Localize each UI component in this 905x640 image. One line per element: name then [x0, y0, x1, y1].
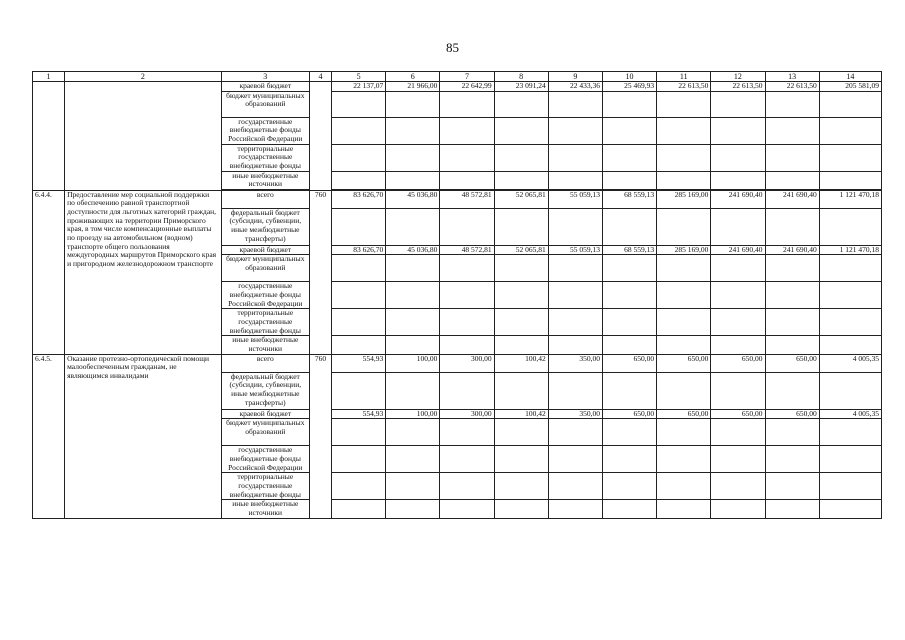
page-number: 85 — [446, 40, 459, 55]
source-label-mun: бюджет муниципальных образований — [221, 255, 309, 282]
empty-code-cell — [33, 82, 65, 191]
column-header: 14 — [819, 72, 881, 82]
value-cell: 650,00 — [657, 354, 711, 372]
value-cell: 4 005,35 — [819, 409, 881, 419]
value-cell: 52 065,81 — [494, 245, 548, 255]
section-code: 6.4.4. — [33, 190, 65, 354]
value-cell: 52 065,81 — [494, 190, 548, 208]
table-row-total-645 — [33, 354, 882, 372]
value-cell: 241 690,40 — [765, 245, 819, 255]
source-label-terr: территориальные государственные внебюджетные фонды — [221, 309, 309, 336]
value-cell: 55 059,13 — [548, 245, 602, 255]
value-cell: 241 690,40 — [711, 245, 765, 255]
column-number-header-row — [33, 72, 882, 82]
section-name: Предоставление мер социальной поддержки по обеспечению равной транспортной доступности для льготных категорий граждан, проживающих на территории Приморского края, в том числе компенсационные выплаты по проезду на автомобильном (водном) транспорте общего пользования междугородных маршрутов Приморского края и пригородном железнодорожном транспорте — [65, 190, 222, 354]
column-header: 8 — [494, 72, 548, 82]
value-cell: 48 572,81 — [440, 190, 494, 208]
value-cell: 350,00 — [548, 409, 602, 419]
value-cell: 22 613,50 — [765, 82, 819, 92]
source-label-inye: иные внебюджетные источники — [221, 336, 309, 354]
source-label-vsego: всего — [221, 190, 309, 208]
source-label-mun: бюджет муниципальных образований — [221, 91, 309, 117]
value-cell: 100,42 — [494, 354, 548, 372]
value-cell: 68 559,13 — [602, 190, 656, 208]
value-cell: 350,00 — [548, 354, 602, 372]
source-label-mun: бюджет муниципальных образований — [221, 419, 309, 446]
section-name: Оказание протезно-ортопедической помощи малообеспеченным гражданам, не являющимся инвалидами — [65, 354, 222, 518]
value-cell: 45 036,80 — [386, 190, 440, 208]
value-cell: 100,00 — [386, 409, 440, 419]
source-label-kray: краевой бюджет — [221, 245, 309, 255]
value-cell: 650,00 — [711, 409, 765, 419]
value-cell: 554,93 — [332, 409, 386, 419]
value-cell: 1 121 470,18 — [819, 190, 881, 208]
source-label-fed: федеральный бюджет (субсидии, субвенции, иные межбюджетные трансферты) — [221, 372, 309, 409]
source-label-gos: государственные внебюджетные фонды Российской Федерации — [221, 117, 309, 144]
source-label-fed: федеральный бюджет (субсидии, субвенции, иные межбюджетные трансферты) — [221, 208, 309, 245]
column-header: 12 — [711, 72, 765, 82]
value-cell: 23 091,24 — [494, 82, 548, 92]
column-header: 3 — [221, 72, 309, 82]
value-cell: 650,00 — [711, 354, 765, 372]
table-row-kray-continuation — [33, 82, 882, 92]
value-cell: 100,42 — [494, 409, 548, 419]
column-header: 2 — [65, 72, 222, 82]
column-header: 4 — [309, 72, 331, 82]
column-header: 13 — [765, 72, 819, 82]
value-cell: 650,00 — [765, 409, 819, 419]
source-label-inye: иные внебюджетные источники — [221, 500, 309, 518]
source-label-kray: краевой бюджет — [221, 82, 309, 92]
source-label-terr: территориальные государственные внебюджетные фонды — [221, 473, 309, 500]
empty-name-cell — [65, 82, 222, 191]
value-cell: 48 572,81 — [440, 245, 494, 255]
value-cell: 21 966,00 — [386, 82, 440, 92]
value-cell: 650,00 — [657, 409, 711, 419]
value-cell: 25 469,93 — [602, 82, 656, 92]
budget-table — [32, 71, 882, 519]
value-cell: 241 690,40 — [711, 190, 765, 208]
value-cell: 45 036,80 — [386, 245, 440, 255]
value-cell: 22 613,50 — [657, 82, 711, 92]
value-cell: 83 626,70 — [332, 245, 386, 255]
source-label-terr: территориальные государственные внебюджетные фонды — [221, 144, 309, 171]
value-cell: 22 433,36 — [548, 82, 602, 92]
value-cell: 650,00 — [602, 354, 656, 372]
section-col4: 760 — [309, 354, 331, 518]
source-label-inye: иные внебюджетные источники — [221, 171, 309, 189]
value-cell: 22 642,99 — [440, 82, 494, 92]
value-cell: 22 613,50 — [711, 82, 765, 92]
source-label-gos: государственные внебюджетные фонды Российской Федерации — [221, 282, 309, 309]
empty-col4-cell — [309, 82, 331, 191]
value-cell: 300,00 — [440, 354, 494, 372]
column-header: 9 — [548, 72, 602, 82]
table-row-total-644 — [33, 190, 882, 208]
section-col4: 760 — [309, 190, 331, 354]
column-header: 10 — [602, 72, 656, 82]
source-label-kray: краевой бюджет — [221, 409, 309, 419]
column-header: 6 — [386, 72, 440, 82]
value-cell: 4 005,35 — [819, 354, 881, 372]
section-code: 6.4.5. — [33, 354, 65, 518]
value-cell: 1 121 470,18 — [819, 245, 881, 255]
value-cell: 83 626,70 — [332, 190, 386, 208]
column-header: 1 — [33, 72, 65, 82]
value-cell: 241 690,40 — [765, 190, 819, 208]
value-cell: 22 137,07 — [332, 82, 386, 92]
source-label-vsego: всего — [221, 354, 309, 372]
value-cell: 55 059,13 — [548, 190, 602, 208]
value-cell: 285 169,00 — [657, 190, 711, 208]
column-header: 11 — [657, 72, 711, 82]
value-cell: 68 559,13 — [602, 245, 656, 255]
value-cell: 285 169,00 — [657, 245, 711, 255]
column-header: 5 — [332, 72, 386, 82]
value-cell: 554,93 — [332, 354, 386, 372]
column-header: 7 — [440, 72, 494, 82]
value-cell: 100,00 — [386, 354, 440, 372]
value-cell: 650,00 — [765, 354, 819, 372]
source-label-gos: государственные внебюджетные фонды Российской Федерации — [221, 446, 309, 473]
value-cell: 205 581,09 — [819, 82, 881, 92]
value-cell: 300,00 — [440, 409, 494, 419]
value-cell: 650,00 — [602, 409, 656, 419]
